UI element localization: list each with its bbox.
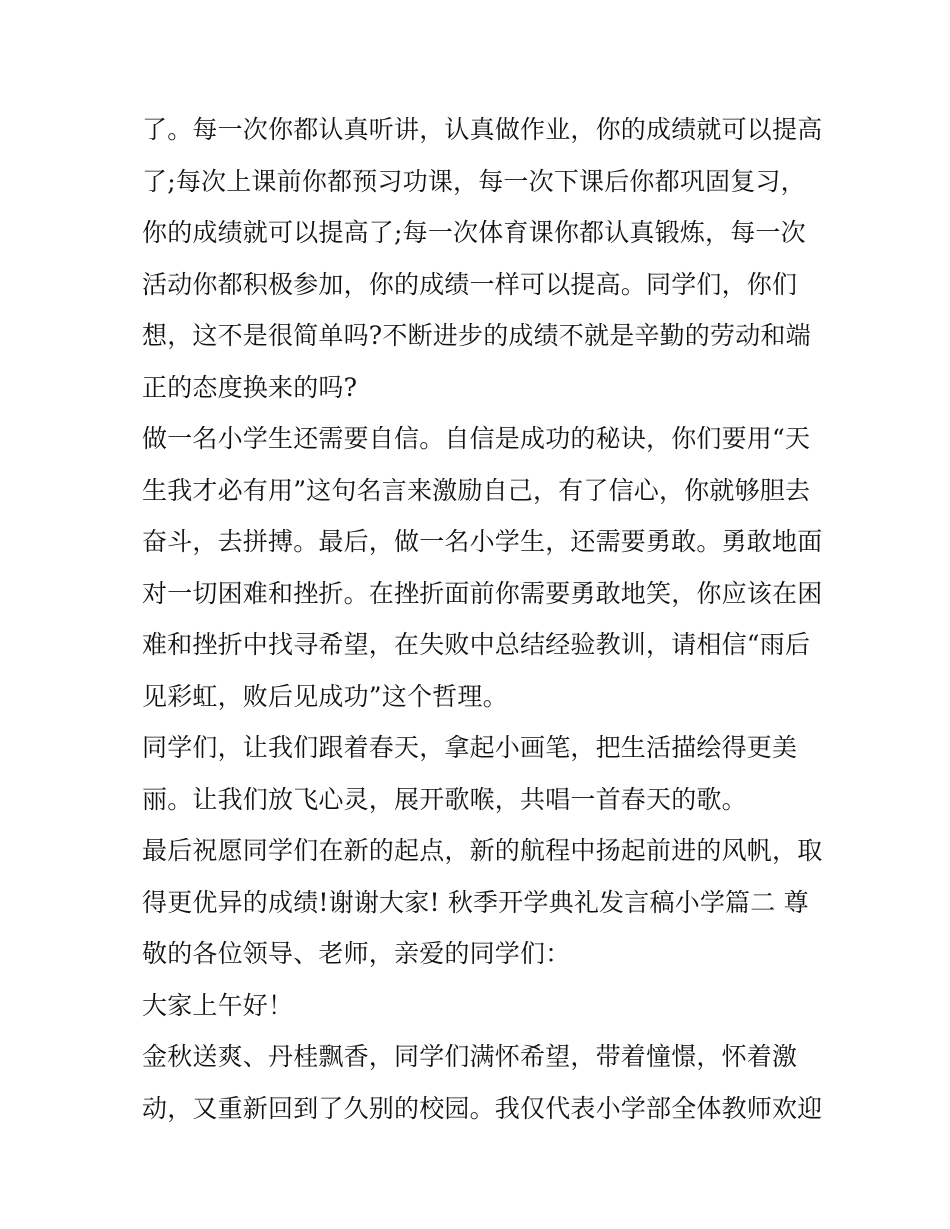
text-line: 敬的各位领导、老师，亲爱的同学们： bbox=[142, 939, 571, 968]
text-line: 丽。让我们放飞心灵，展开歌喉，共唱一首春天的歌。 bbox=[142, 784, 747, 814]
text-line: 同学们，让我们跟着春天，拿起小画笔，把生活描绘得更美 bbox=[142, 733, 798, 762]
text-line: 奋斗，去拼搏。最后，做一名小学生，还需要勇敢。勇敢地面 bbox=[142, 527, 823, 556]
text-line: 见彩虹，败后见成功”这个哲理。 bbox=[142, 681, 508, 711]
text-line: 动，又重新回到了久别的校园。我仅代表小学部全体教师欢迎 bbox=[142, 1093, 823, 1123]
text-line: 了;每次上课前你都预习功课，每一次下课后你都巩固复习， bbox=[142, 166, 806, 196]
text-line: 难和挫折中找寻希望，在失败中总结经验教训，请相信“雨后 bbox=[142, 630, 811, 659]
text-line: 想，这不是很简单吗?不断进步的成绩不就是辛勤的劳动和端 bbox=[142, 321, 811, 350]
text-line: 最后祝愿同学们在新的起点，新的航程中扬起前进的风帆，取 bbox=[142, 836, 823, 865]
text-line: 对一切困难和挫折。在挫折面前你需要勇敢地笑，你应该在困 bbox=[142, 578, 823, 608]
text-line: 得更优异的成绩!谢谢大家! 秋季开学典礼发言稿小学篇二 尊 bbox=[142, 887, 809, 917]
text-line: 金秋送爽、丹桂飘香，同学们满怀希望，带着憧憬，怀着激 bbox=[142, 1042, 798, 1071]
text-line: 正的态度换来的吗? bbox=[142, 372, 358, 402]
text-line: 生我才必有用”这句名言来激励自己，有了信心，你就够胆去 bbox=[142, 475, 811, 505]
text-line: 活动你都积极参加，你的成绩一样可以提高。同学们，你们 bbox=[142, 269, 798, 299]
text-line: 你的成绩就可以提高了;每一次体育课你都认真锻炼，每一次 bbox=[142, 218, 806, 247]
text-line: 做一名小学生还需要自信。自信是成功的秘诀，你们要用“天 bbox=[142, 424, 811, 453]
text-line: 了。每一次你都认真听讲，认真做作业，你的成绩就可以提高 bbox=[142, 115, 823, 144]
text-line: 大家上午好！ bbox=[142, 990, 294, 1020]
body-text bbox=[142, 104, 822, 1134]
